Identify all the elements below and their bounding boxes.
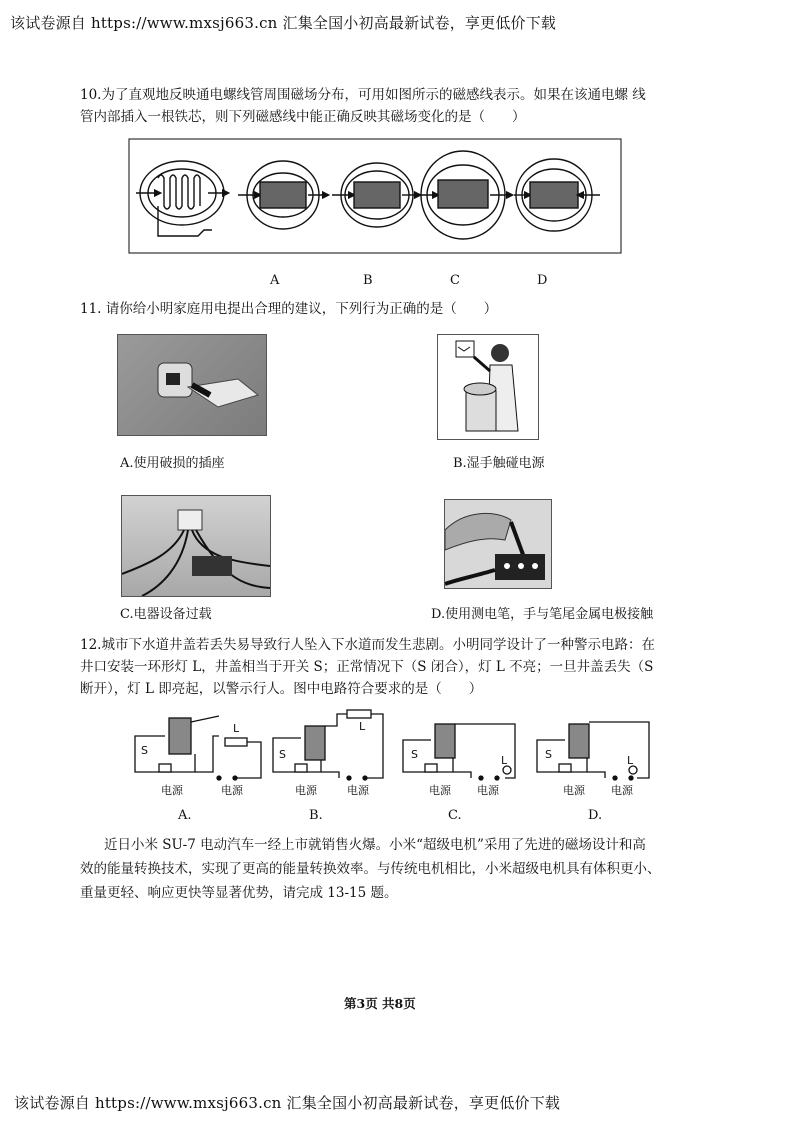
circuit-c-power1-label: 电源 [429, 784, 451, 797]
q12-option-a: A. [178, 808, 192, 823]
circuit-b-switch-label: S [279, 748, 286, 761]
circuit-d-lamp-label: L [627, 754, 634, 767]
q11-option-d: D.使用测电笔，手与笔尾金属电极接触 [431, 607, 654, 622]
q11-photo-d-test-pen [444, 499, 552, 589]
q10-solenoid-figure [128, 138, 622, 254]
q12-line3: 断开），灯 L 即亮起，以警示行人。图中电路符合要求的是（ ） [80, 681, 483, 697]
circuit-c [403, 724, 515, 780]
page-number: 第3页 共8页 [344, 996, 416, 1011]
q10-option-c: C [450, 273, 460, 288]
circuit-c-switch-label: S [411, 748, 418, 761]
circuit-d-power2-label: 电源 [611, 784, 633, 797]
circuit-a [135, 716, 261, 780]
circuit-b-lamp-label: L [359, 720, 366, 733]
circuit-c-power2-label: 电源 [477, 784, 499, 797]
q12-option-b: B. [309, 808, 323, 823]
circuit-c-lamp-label: L [501, 754, 508, 767]
q12-option-c: C. [448, 808, 462, 823]
passage-line1: 近日小米 SU-7 电动汽车一经上市就销售火爆。小米“超级电机”采用了先进的磁场设计和高 [104, 837, 646, 853]
q11-stem: 11. 请你给小明家庭用电提出合理的建议，下列行为正确的是（ ） [80, 301, 498, 317]
q10-option-a: A [270, 273, 280, 288]
circuit-d-switch-label: S [545, 748, 552, 761]
source-banner-bottom: 该试卷源自 https://www.mxsj663.cn 汇集全国小初高最新试卷，享更低价下载 [14, 1094, 561, 1112]
q10-line1: 10.为了直观地反映通电螺线管周围磁场分布，可用如图所示的磁感线表示。如果在该通电螺 线 [80, 87, 646, 103]
circuit-b [273, 710, 383, 780]
passage-line3: 重量更轻、响应更快等显著优势，请完成 13-15 题。 [80, 885, 398, 901]
q11-option-a: A.使用破损的插座 [120, 456, 225, 471]
q12-line2: 井口安装一环形灯 L，井盖相当于开关 S；正常情况下（S 闭合），灯 L 不亮；一旦井盖丢失（S [80, 659, 654, 675]
q11-photo-b-wet-hand [437, 334, 539, 440]
q10-option-d: D [537, 273, 548, 288]
circuit-a-power1-label: 电源 [161, 784, 183, 797]
q11-photo-a-damaged-socket [117, 334, 267, 436]
circuit-a-lamp-label: L [233, 722, 240, 735]
circuit-d-power1-label: 电源 [563, 784, 585, 797]
q12-option-d: D. [588, 808, 603, 823]
q11-photo-c-overloaded-outlet [121, 495, 271, 597]
circuit-b-power2-label: 电源 [347, 784, 369, 797]
q11-option-b: B.湿手触碰电源 [453, 456, 545, 471]
q11-option-c: C.电器设备过载 [120, 607, 212, 622]
circuit-a-switch-label: S [141, 744, 148, 757]
passage-line2: 效的能量转换技术，实现了更高的能量转换效率。与传统电机相比，小米超级电机具有体积更小、 [80, 861, 661, 877]
source-banner-top: 该试卷源自 https://www.mxsj663.cn 汇集全国小初高最新试卷，享更低价下载 [10, 14, 557, 32]
q12-circuit-figure [125, 708, 665, 806]
circuit-b-power1-label: 电源 [295, 784, 317, 797]
q12-line1: 12.城市下水道井盖若丢失易导致行人坠入下水道而发生悲剧。小明同学设计了一种警示电路：在 [80, 637, 655, 653]
circuit-d [537, 722, 649, 780]
q10-option-b: B [363, 273, 373, 288]
q10-line2: 管内部插入一根铁芯，则下列磁感线中能正确反映其磁场变化的是（ ） [80, 109, 526, 125]
circuit-a-power2-label: 电源 [221, 784, 243, 797]
